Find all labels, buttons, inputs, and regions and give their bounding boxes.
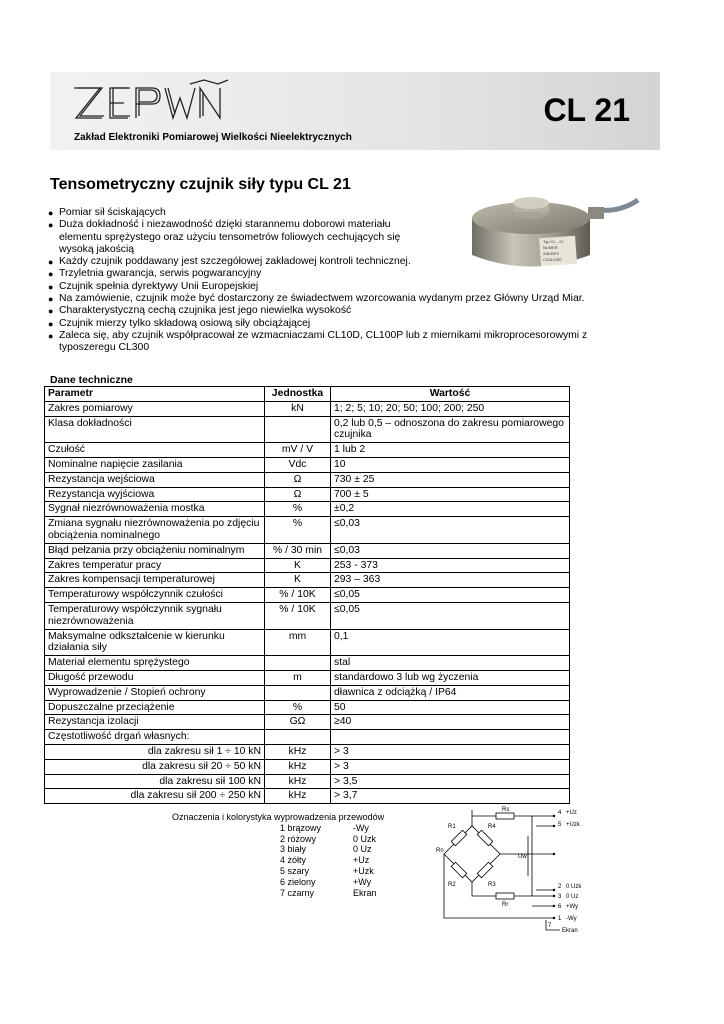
value-cell: > 3 bbox=[331, 759, 570, 774]
value-cell: 700 ± 5 bbox=[331, 487, 570, 502]
unit-cell: kN bbox=[265, 401, 331, 416]
param-cell: Zakres kompensacji temperaturowej bbox=[45, 573, 265, 588]
value-cell: dławnica z odciążką / IP64 bbox=[331, 685, 570, 700]
svg-text:R1: R1 bbox=[448, 824, 456, 830]
wire-color: 1 brązowy bbox=[280, 822, 322, 833]
unit-cell: mm bbox=[265, 629, 331, 656]
wire-signal: +Wy bbox=[353, 876, 372, 887]
table-row bbox=[45, 543, 570, 558]
value-cell: 293 – 363 bbox=[331, 573, 570, 588]
table-row bbox=[45, 700, 570, 715]
param-cell: Zakres pomiarowy bbox=[45, 401, 265, 416]
wire-legend bbox=[172, 812, 384, 898]
col-header: Jednostka bbox=[265, 387, 331, 402]
param-cell: Długość przewodu bbox=[45, 670, 265, 685]
table-row bbox=[45, 629, 570, 656]
svg-text:R4: R4 bbox=[488, 824, 496, 830]
zepwn-logo bbox=[70, 78, 230, 126]
svg-text:-Wy: -Wy bbox=[566, 916, 577, 922]
feature-item: ● Czujnik spełnia dyrektywy Unii Europejskiej bbox=[48, 281, 648, 293]
unit-cell: mV / V bbox=[265, 443, 331, 458]
value-cell: > 3 bbox=[331, 744, 570, 759]
unit-cell: K bbox=[265, 558, 331, 573]
svg-text:2: 2 bbox=[558, 884, 562, 890]
unit-cell: % bbox=[265, 517, 331, 544]
svg-text:ZAKRES: ZAKRES bbox=[543, 251, 560, 256]
value-cell: ≤0,03 bbox=[331, 543, 570, 558]
svg-text:0 Uzk: 0 Uzk bbox=[566, 884, 582, 890]
wire-row bbox=[280, 855, 377, 866]
feature-item: ● Na zamówienie, czujnik może być dostarczony ze świadectwem wzorcowania wydanym przez Główny Urząd Miar. bbox=[48, 293, 648, 305]
wire-color: 2 różowy bbox=[280, 833, 317, 844]
value-cell: ≥40 bbox=[331, 715, 570, 730]
table-row bbox=[45, 588, 570, 603]
value-cell: 10 bbox=[331, 457, 570, 472]
table-row bbox=[45, 602, 570, 629]
features-list bbox=[48, 207, 648, 355]
wire-signal: +Uz bbox=[353, 855, 370, 866]
param-cell: Zmiana sygnału niezrównoważenia po zdjęciu obciążenia nominalnego bbox=[45, 517, 265, 544]
svg-text:Rr: Rr bbox=[502, 902, 509, 908]
unit-cell bbox=[265, 730, 331, 745]
value-cell bbox=[331, 730, 570, 745]
param-cell: Temperaturowy współczynnik sygnału niezrównoważenia bbox=[45, 602, 265, 629]
unit-cell bbox=[265, 416, 331, 443]
param-cell: Nominalne napięcie zasilania bbox=[45, 457, 265, 472]
svg-text:NUMER: NUMER bbox=[543, 245, 558, 250]
table-row bbox=[45, 759, 570, 774]
table-row bbox=[45, 502, 570, 517]
wire-signal: 0 Uz bbox=[353, 844, 372, 855]
value-cell: 0,2 lub 0,5 – odnoszona do zakresu pomiarowego czujnika bbox=[331, 416, 570, 443]
feature-item: ● Duża dokładność i niezawodność dzięki starannemu doborowi materiału elementu sprężystego oraz użyciu tensometrów foliowych cechujących się wysoką jakością bbox=[48, 219, 419, 256]
unit-cell: kHz bbox=[265, 774, 331, 789]
unit-cell: kHz bbox=[265, 759, 331, 774]
param-cell: Częstotliwość drgań własnych: bbox=[45, 730, 265, 745]
value-cell: 1; 2; 5; 10; 20; 50; 100; 200; 250 bbox=[331, 401, 570, 416]
svg-text:Rn: Rn bbox=[436, 848, 444, 854]
svg-text:R3: R3 bbox=[488, 882, 496, 888]
table-header-row bbox=[45, 387, 570, 402]
svg-text:0 Uz: 0 Uz bbox=[566, 894, 579, 900]
svg-text:6: 6 bbox=[558, 904, 562, 910]
svg-text:+Wy: +Wy bbox=[566, 904, 579, 910]
feature-item: ● Charakterystyczną cechą czujnika jest jego niewielka wysokość bbox=[48, 305, 648, 317]
unit-cell: K bbox=[265, 573, 331, 588]
company-name: Zakład Elektroniki Pomiarowej Wielkości Nieelektrycznych bbox=[74, 132, 352, 143]
unit-cell: GΩ bbox=[265, 715, 331, 730]
wire-row bbox=[280, 844, 377, 855]
wire-legend-caption: Oznaczenia i kolorystyka wyprowadzenia przewodów bbox=[172, 812, 385, 822]
value-cell: stal bbox=[331, 656, 570, 671]
value-cell: ≤0,05 bbox=[331, 588, 570, 603]
param-cell: Dopuszczalne przeciążenie bbox=[45, 700, 265, 715]
value-cell: 1 lub 2 bbox=[331, 443, 570, 458]
svg-text:CZUŁOŚĆ: CZUŁOŚĆ bbox=[543, 257, 563, 262]
header-banner bbox=[50, 72, 660, 150]
svg-text:1: 1 bbox=[558, 916, 562, 922]
wire-row bbox=[280, 834, 377, 845]
table-row bbox=[45, 416, 570, 443]
value-cell: 50 bbox=[331, 700, 570, 715]
param-cell: dla zakresu sił 1 ÷ 10 kN bbox=[45, 744, 265, 759]
col-header: Parametr bbox=[45, 387, 265, 402]
table-row bbox=[45, 744, 570, 759]
unit-cell: m bbox=[265, 670, 331, 685]
wire-color: 6 zielony bbox=[280, 876, 316, 887]
table-row bbox=[45, 558, 570, 573]
feature-item: ● Czujnik mierzy tylko składową osiową siły obciążającej bbox=[48, 318, 648, 330]
tech-table-body bbox=[45, 401, 570, 803]
product-title: Tensometryczny czujnik siły typu CL 21 bbox=[50, 176, 351, 193]
table-row bbox=[45, 401, 570, 416]
param-cell: dla zakresu sił 200 ÷ 250 kN bbox=[45, 789, 265, 804]
param-cell: Rezystancja wejściowa bbox=[45, 472, 265, 487]
wire-row bbox=[280, 888, 377, 899]
model-title: CL 21 bbox=[543, 92, 630, 128]
table-row bbox=[45, 472, 570, 487]
unit-cell bbox=[265, 656, 331, 671]
wire-table bbox=[280, 823, 377, 899]
unit-cell: % bbox=[265, 502, 331, 517]
tech-table bbox=[44, 386, 570, 804]
param-cell: Zakres temperatur pracy bbox=[45, 558, 265, 573]
table-row bbox=[45, 573, 570, 588]
param-cell: Błąd pełzania przy obciążeniu nominalnym bbox=[45, 543, 265, 558]
param-cell: Rezystancja izolacji bbox=[45, 715, 265, 730]
value-cell: > 3,7 bbox=[331, 789, 570, 804]
svg-text:Rs: Rs bbox=[502, 807, 510, 813]
param-cell: Klasa dokładności bbox=[45, 416, 265, 443]
unit-cell: Ω bbox=[265, 487, 331, 502]
wire-color: 5 szary bbox=[280, 865, 310, 876]
wire-signal: +Uzk bbox=[353, 865, 374, 876]
unit-cell bbox=[265, 685, 331, 700]
value-cell: ≤0,05 bbox=[331, 602, 570, 629]
unit-cell: Ω bbox=[265, 472, 331, 487]
value-cell: 253 - 373 bbox=[331, 558, 570, 573]
value-cell: standardowo 3 lub wg życzenia bbox=[331, 670, 570, 685]
table-row bbox=[45, 487, 570, 502]
wire-row bbox=[280, 823, 377, 834]
svg-text:7: 7 bbox=[548, 923, 552, 929]
table-row bbox=[45, 670, 570, 685]
svg-text:+Uzk: +Uzk bbox=[566, 822, 580, 828]
svg-text:Ekran: Ekran bbox=[562, 928, 578, 934]
tech-heading: Dane techniczne bbox=[50, 374, 133, 386]
svg-text:Uw: Uw bbox=[518, 854, 527, 860]
param-cell: Maksymalne odkształcenie w kierunku działania siły bbox=[45, 629, 265, 656]
svg-text:R2: R2 bbox=[448, 882, 456, 888]
unit-cell: % / 10K bbox=[265, 602, 331, 629]
value-cell: > 3,5 bbox=[331, 774, 570, 789]
value-cell: ±0,2 bbox=[331, 502, 570, 517]
svg-text:5: 5 bbox=[558, 822, 562, 828]
svg-text:4: 4 bbox=[558, 810, 562, 816]
svg-text:+Uz: +Uz bbox=[566, 810, 577, 816]
value-cell: 0,1 bbox=[331, 629, 570, 656]
wire-signal: 0 Uzk bbox=[353, 833, 377, 844]
table-row bbox=[45, 517, 570, 544]
table-row bbox=[45, 789, 570, 804]
wire-color: 7 czarny bbox=[280, 887, 315, 898]
table-row bbox=[45, 457, 570, 472]
unit-cell: % / 10K bbox=[265, 588, 331, 603]
col-header: Wartość bbox=[331, 387, 570, 402]
feature-item: ● Pomiar sił ściskających bbox=[48, 207, 648, 219]
table-row bbox=[45, 443, 570, 458]
feature-item: ● Zaleca się, aby czujnik współpracował ze wzmacniaczami CL10D, CL100P lub z miernikami mikroprocesorowymi z typoszeregu CL300 bbox=[48, 330, 619, 355]
unit-cell: kHz bbox=[265, 789, 331, 804]
param-cell: Temperaturowy współczynnik czułości bbox=[45, 588, 265, 603]
feature-item: ● Trzyletnia gwarancja, serwis pogwarancyjny bbox=[48, 268, 648, 280]
wire-row bbox=[280, 866, 377, 877]
svg-text:Typ CL - 21: Typ CL - 21 bbox=[543, 239, 564, 244]
wire-row bbox=[280, 877, 377, 888]
table-row bbox=[45, 774, 570, 789]
svg-text:ZEPWN: ZEPWN bbox=[70, 78, 74, 79]
table-row bbox=[45, 656, 570, 671]
wire-color: 3 biały bbox=[280, 844, 307, 855]
wire-color: 4 żółty bbox=[280, 855, 307, 866]
param-cell: dla zakresu sił 100 kN bbox=[45, 774, 265, 789]
table-row bbox=[45, 730, 570, 745]
unit-cell: % bbox=[265, 700, 331, 715]
svg-text:3: 3 bbox=[558, 894, 562, 900]
param-cell: Czułość bbox=[45, 443, 265, 458]
feature-item: ● Każdy czujnik poddawany jest szczegółowej zakładowej kontroli technicznej. bbox=[48, 256, 648, 268]
param-cell: dla zakresu sił 20 ÷ 50 kN bbox=[45, 759, 265, 774]
value-cell: ≤0,03 bbox=[331, 517, 570, 544]
param-cell: Materiał elementu sprężystego bbox=[45, 656, 265, 671]
wire-signal: -Wy bbox=[353, 822, 369, 833]
wire-signal: Ekran bbox=[353, 887, 377, 898]
unit-cell: kHz bbox=[265, 744, 331, 759]
bridge-circuit-diagram bbox=[436, 806, 596, 934]
unit-cell: % / 30 min bbox=[265, 543, 331, 558]
unit-cell: Vdc bbox=[265, 457, 331, 472]
table-row bbox=[45, 685, 570, 700]
param-cell: Wyprowadzenie / Stopień ochrony bbox=[45, 685, 265, 700]
param-cell: Sygnał niezrównoważenia mostka bbox=[45, 502, 265, 517]
value-cell: 730 ± 25 bbox=[331, 472, 570, 487]
param-cell: Rezystancja wyjściowa bbox=[45, 487, 265, 502]
table-row bbox=[45, 715, 570, 730]
